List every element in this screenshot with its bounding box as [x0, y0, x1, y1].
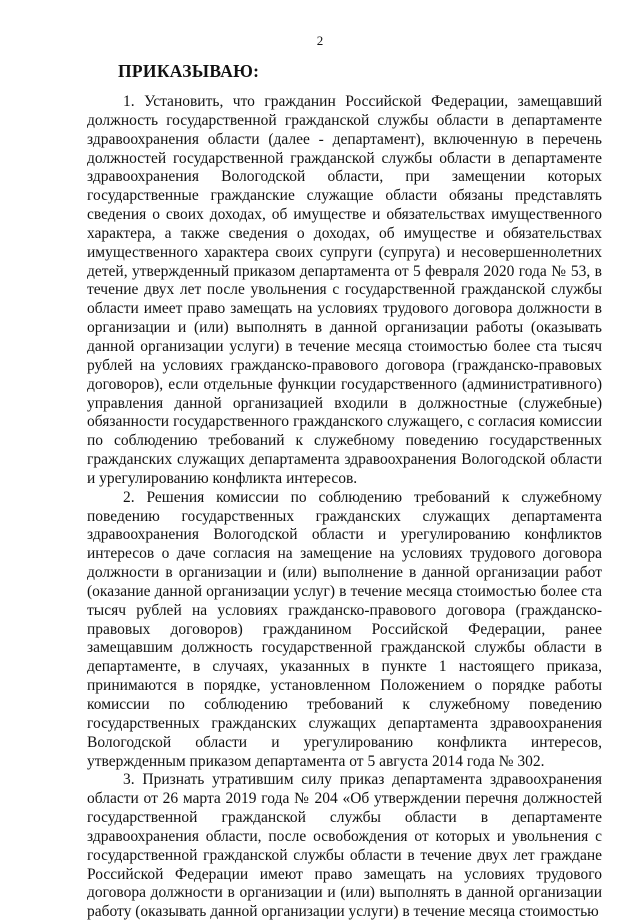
paragraph-3: 3. Признать утратившим силу приказ департамента здравоохранения области от 26 марта 2019 года № 204 «Об утверждении перечня должностей государственной гражданской службы области в департаменте здравоохранения области, после освобождения от которых и увольнения с государственной гражданской службы области в течение двух лет граждане Российской Федерации имеют право замещать на условиях трудового договора должности в организации и (или) выполнять в данной организации работу (оказывать данной организации услуги) в течение месяца стоимостью [87, 771, 602, 921]
order-body [87, 93, 602, 922]
paragraph-1: 1. Установить, что гражданин Российской Федерации, замещавший должность государственной гражданской службы области в департаменте здравоохранения области (далее - департамент), включенную в перечень должностей государственной гражданской службы области в департаменте здравоохранения Вологодской области, при замещении которых государственные гражданские служащие области обязаны представлять сведения о своих доходах, об имуществе и обязательствах имущественного характера, а также сведения о доходах, об имуществе и обязательствах имущественного характера своих супруги (супруга) и несовершеннолетних детей, утвержденный приказом департамента от 5 февраля 2020 года № 53, в течение двух лет после увольнения с государственной гражданской службы области имеет право замещать на условиях трудового договора должности в организации и (или) выполнять в данной организации работы (оказывать данной организации услуги) в течение месяца стоимостью более ста тысяч рублей на условиях гражданско-правового договора (гражданско-правовых договоров), если отдельные функции государственного (административного) управления данной организацией входили в должностные (служебные) обязанности государственного гражданского служащего, с согласия комиссии по соблюдению требований к служебному поведению государственных гражданских служащих департамента здравоохранения Вологодской области и урегулированию конфликта интересов. [87, 93, 602, 487]
paragraph-2: 2. Решения комиссии по соблюдению требований к служебному поведению государственных гражданских служащих департамента здравоохранения Вологодской области и урегулированию конфликтов интересов о даче согласия на замещение на условиях трудового договора должности в организации и (или) выполнение в данной организации работ (оказание данной организации услуг) в течение месяца стоимостью более ста тысяч рублей на условиях гражданско-правового договора (гражданско-правовых договоров) гражданином Российской Федерации, ранее замещавшим должность государственной гражданской службы области в департаменте, в случаях, указанных в пункте 1 настоящего приказа, принимаются в порядке, установленном Положением о порядке работы комиссии по соблюдению требований к служебному поведению государственных гражданских служащих департамента здравоохранения Вологодской области и урегулированию конфликта интересов, утвержденным приказом департамента от 5 августа 2014 года № 302. [87, 488, 602, 770]
page-number: 2 [316, 33, 324, 48]
order-heading: ПРИКАЗЫВАЮ: [118, 61, 260, 81]
